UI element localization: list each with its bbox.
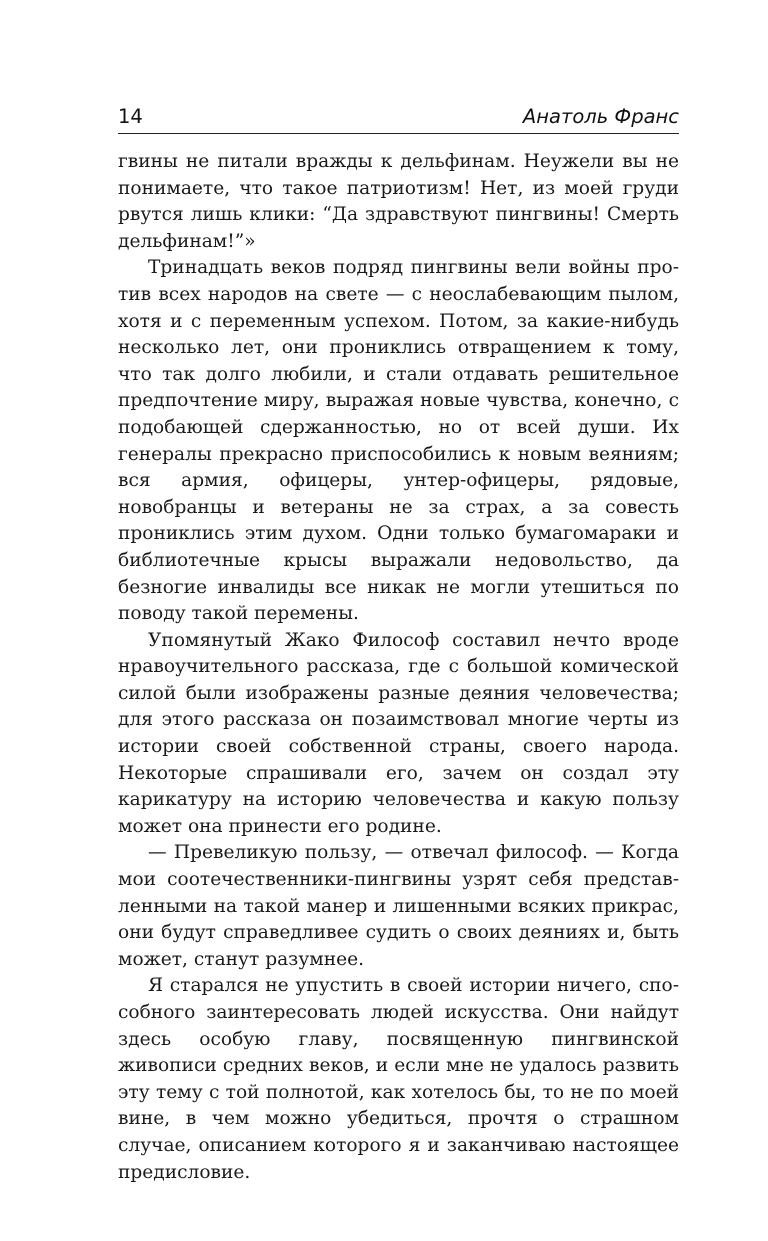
running-header bbox=[118, 100, 679, 134]
book-page bbox=[118, 100, 679, 1186]
paragraph-3: Упомянутый Жако Философ составил нечто вроде нравоучительного рассказа, где с большой комической силой были изображены разные деяния человечества; для этого рассказа он позаимствовал многие черты из истории своей собственной страны, своего народа. Некоторые спрашивали его, зачем он создал эту карикатуру на историю человечества и какую пользу может она принести его родине. bbox=[118, 629, 679, 837]
running-head-author: Анатоль Франс bbox=[522, 105, 679, 128]
body-text bbox=[118, 149, 679, 1186]
paragraph-1: гвины не питали вражды к дельфинам. Неужели вы не понимаете, что такое патриотизм! Нет, из моей груди рвутся лишь клики: “Да здравствуют пингвины! Смерть дельфинам!”» bbox=[118, 151, 679, 252]
paragraph-2: Тринадцать веков подряд пингвины вели войны против всех народов на свете — с неослабевающим пылом, хотя и с переменным успехом. Потом, за какие-нибудь несколько лет, они прониклись отвращением к тому, что так долго любили, и стали отдавать решительное предпочтение миру, выражая новые чувства, конечно, с подобающей сдержанностью, но от всей души. Их генералы прекрасно приспособились к новым веяниям; вся армия, офицеры, унтер-офицеры, рядовые, новобранцы и ветераны не за страх, а за совесть прониклись этим духом. Одни только бумагомараки и библиотечные крысы выражали недовольство, да безногие инвалиды все никак не могли утешиться по поводу такой перемены. bbox=[118, 257, 679, 625]
paragraph-5: Я старался не упустить в своей истории ничего, способного заинтересовать людей искусства. Они найдут здесь особую главу, посвященную пингвинской живописи средних веков, и если мне не удалось развить эту тему с той полнотой, как хотелось бы, то не по моей вине, в чем можно убедиться, прочтя о страшном случае, описанием которого я и заканчиваю настоящее предисловие. bbox=[118, 975, 679, 1183]
paragraph-4: — Превеликую пользу, — отвечал философ. — Когда мои соотечественники-пингвины узрят себя представленными на такой манер и лишенными всяких прикрас, они будут справедливее судить о своих деяниях и, быть может, станут разумнее. bbox=[118, 842, 679, 970]
page-number: 14 bbox=[118, 105, 143, 128]
